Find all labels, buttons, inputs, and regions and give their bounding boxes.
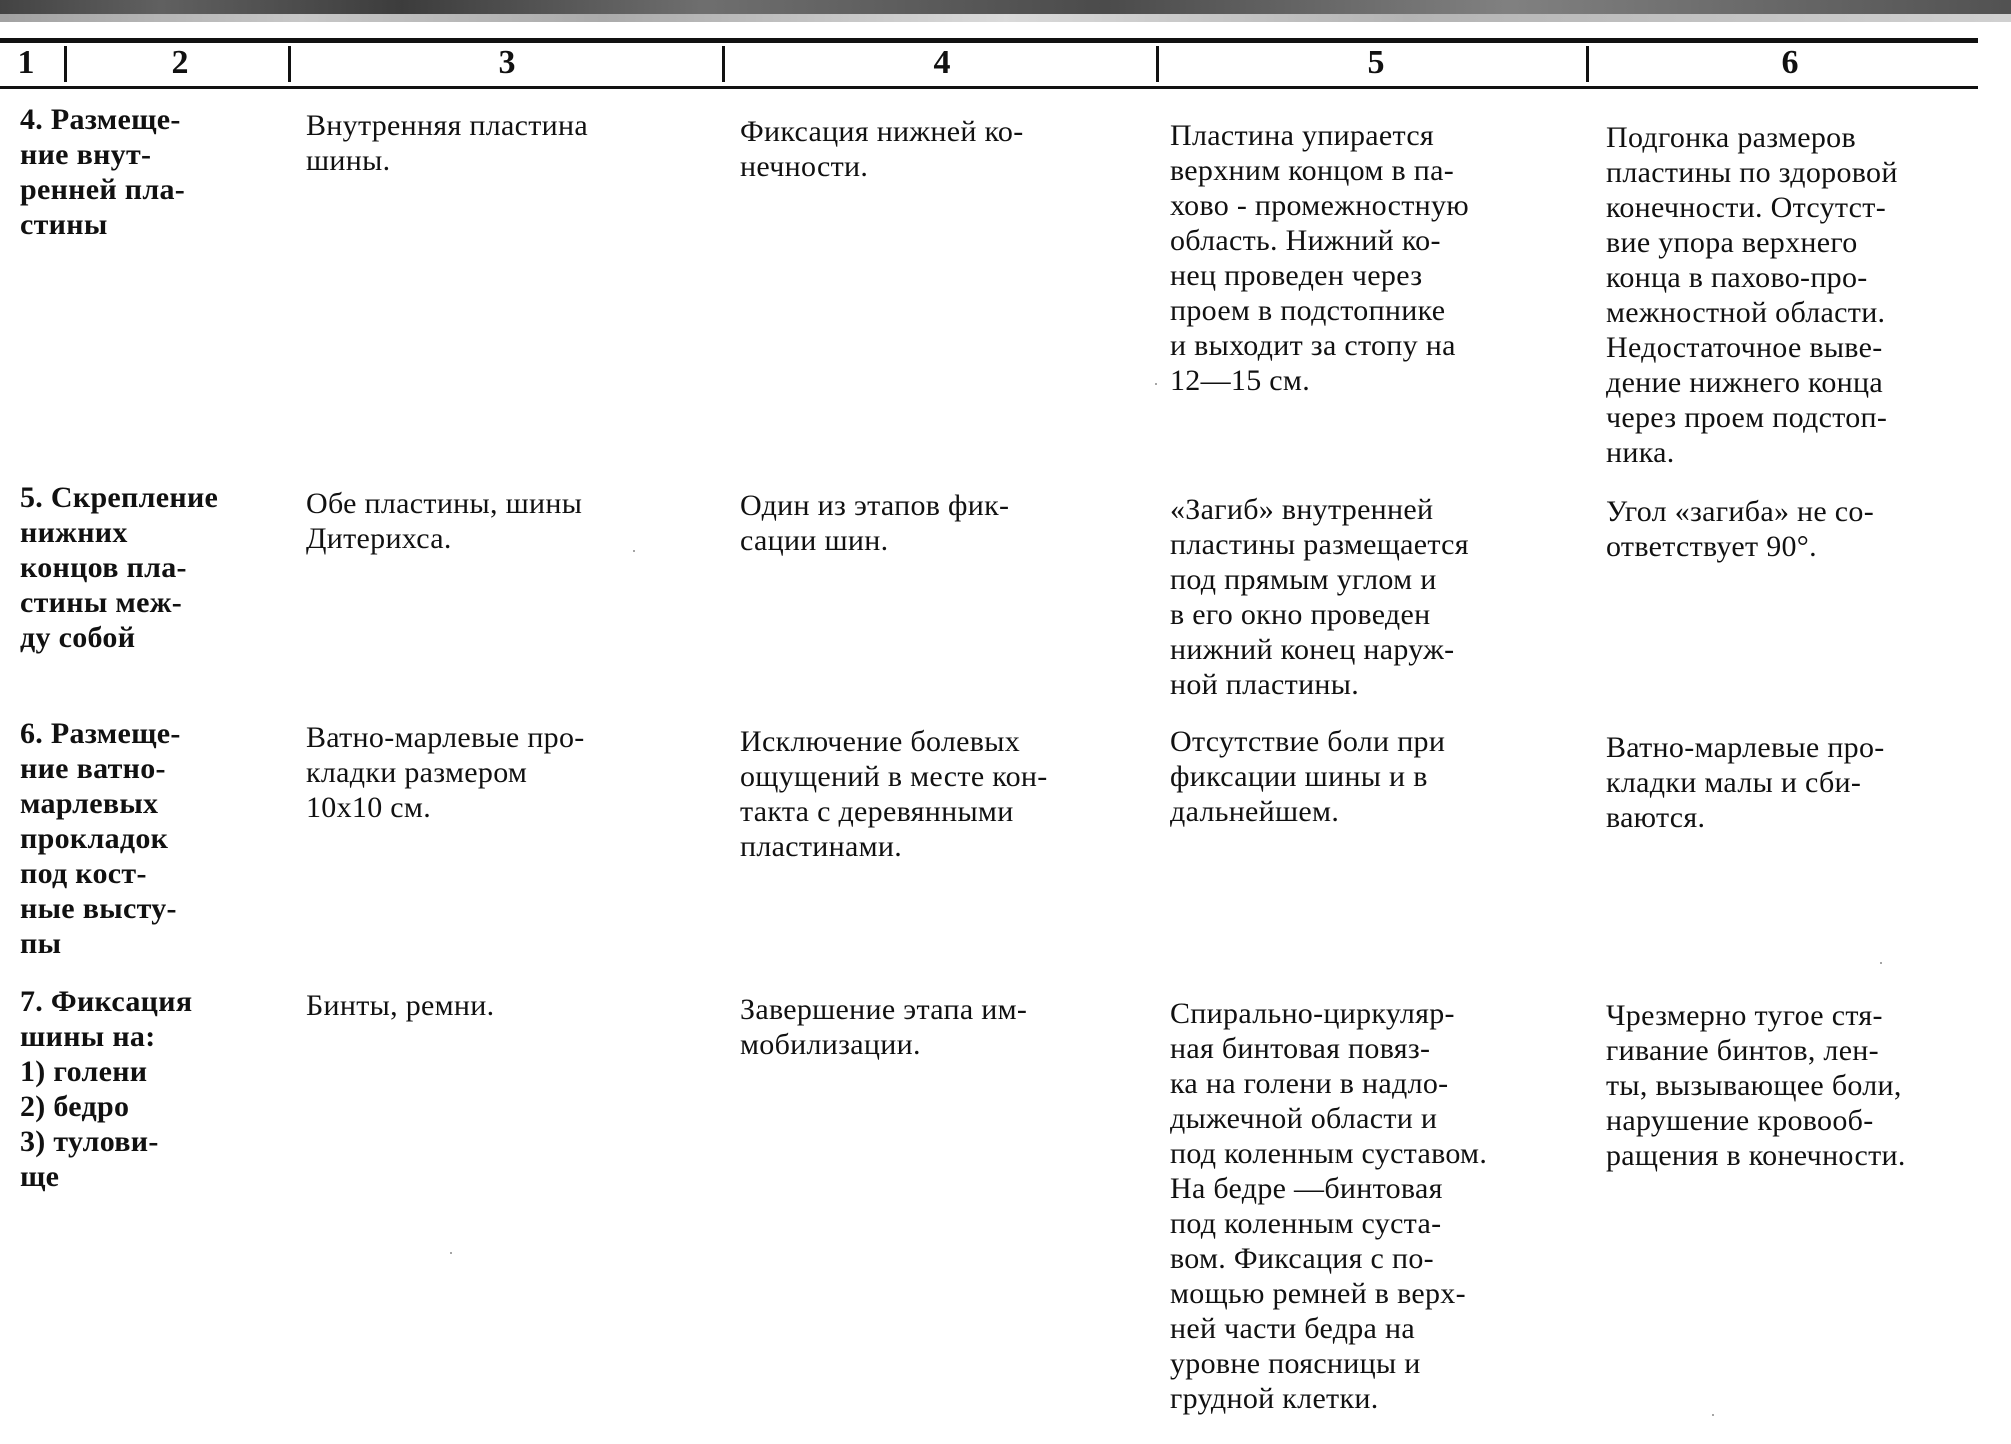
purpose-cell: Исключение болевых ощущений в месте кон- такта с деревянными пластинами. xyxy=(740,725,1048,863)
column-separator xyxy=(1586,46,1589,82)
purpose-cell: Завершение этапа им- мобилизации. xyxy=(740,993,1028,1061)
scan-edge-artifact xyxy=(0,0,2011,14)
criteria-cell: Пластина упирается верхним концом в па- хово - промежностную область. Нижний ко- нец проведен через проем в подстопнике и выходит за стопу на 12—15 см. xyxy=(1170,119,1470,397)
column-header-1: 1 xyxy=(17,44,35,81)
scan-speck xyxy=(1880,962,1882,964)
column-separator xyxy=(288,46,291,82)
purpose-cell: Фиксация нижней ко- нечности. xyxy=(740,115,1024,183)
materials-cell: Ватно-марлевые про- кладки размером 10x10 см. xyxy=(306,721,585,824)
errors-cell: Подгонка размеров пластины по здоровой конечности. Отсутст- вие упора верхнего конца в пахово-про- межностной области. Недостаточное выве- дение нижнего конца через проем подстоп- ника. xyxy=(1606,121,1898,469)
step-name-cell: 4. Размеще- ние внут- ренней пла- стины xyxy=(20,103,186,241)
criteria-cell: «Загиб» внутренней пластины размещается под прямым углом и в его окно проведен нижний конец наруж- ной пластины. xyxy=(1170,493,1469,701)
step-name-cell: 5. Скрепление нижних концов пла- стины меж- ду собой xyxy=(20,481,219,654)
header-bottom-rule xyxy=(0,86,1978,89)
column-header-5: 5 xyxy=(1367,44,1385,81)
column-header-3: 3 xyxy=(498,44,516,81)
scan-speck xyxy=(1155,383,1157,385)
scan-edge-artifact-fade xyxy=(0,14,2011,22)
materials-cell: Внутренняя пластина шины. xyxy=(306,109,588,177)
scan-speck xyxy=(1712,1414,1714,1416)
column-header-4: 4 xyxy=(933,44,951,81)
column-separator xyxy=(1156,46,1159,82)
column-separator xyxy=(722,46,725,82)
column-header-2: 2 xyxy=(171,44,189,81)
purpose-cell: Один из этапов фик- сации шин. xyxy=(740,489,1010,557)
errors-cell: Угол «загиба» не со- ответствует 90°. xyxy=(1606,495,1875,563)
column-separator xyxy=(64,46,67,82)
materials-cell: Обе пластины, шины Дитерихса. xyxy=(306,487,583,555)
criteria-cell: Спирально-циркуляр- ная бинтовая повяз- ка на голени в надло- дыжечной области и под коленным суставом. На бедре —бинтовая под коленным суста- вом. Фиксация с по- мощью ремней в верх- ней части бедра на уровне поясницы и грудной клетки. xyxy=(1170,997,1488,1415)
errors-cell: Ватно-марлевые про- кладки малы и сби- ваются. xyxy=(1606,731,1885,834)
step-name-cell: 7. Фиксация шины на: 1) голени 2) бедро 3) тулови- ще xyxy=(20,985,193,1193)
scan-speck xyxy=(633,550,635,552)
materials-cell: Бинты, ремни. xyxy=(306,989,495,1022)
scan-speck xyxy=(450,1252,452,1254)
criteria-cell: Отсутствие боли при фиксации шины и в дальнейшем. xyxy=(1170,725,1446,828)
step-name-cell: 6. Размеще- ние ватно- марлевых прокладок под кост- ные высту- пы xyxy=(20,717,181,960)
errors-cell: Чрезмерно тугое стя- гивание бинтов, лен- ты, вызывающее боли, нарушение кровооб- ращения в конечности. xyxy=(1606,999,1906,1172)
column-header-6: 6 xyxy=(1781,44,1799,81)
